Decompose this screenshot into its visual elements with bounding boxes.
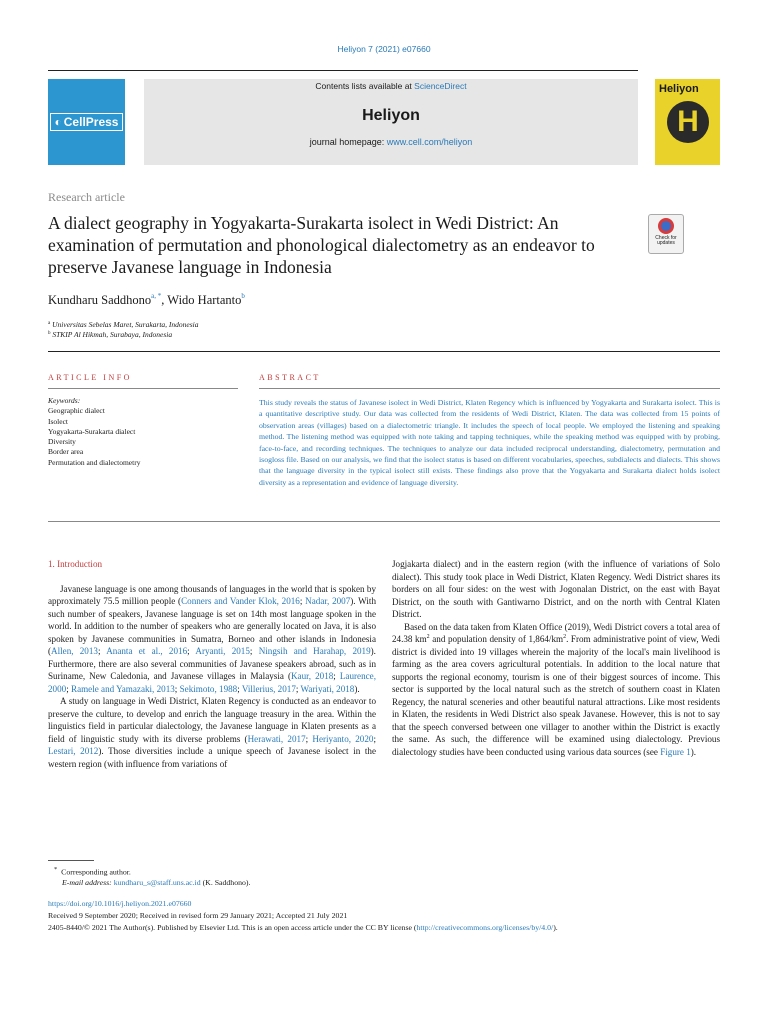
article-type: Research article — [48, 190, 125, 204]
homepage-prefix: journal homepage: — [309, 137, 387, 147]
citation-link[interactable]: Aryanti, 2015 — [195, 646, 250, 656]
homepage-line — [144, 137, 638, 147]
homepage-link[interactable]: www.cell.com/heliyon — [386, 137, 473, 147]
cover-h-logo: H — [667, 101, 709, 143]
citation-link[interactable]: Sekimoto, 1988 — [179, 683, 238, 694]
license-suffix: ). — [553, 923, 558, 932]
p4-text: and population density of 1,864/km — [429, 634, 564, 644]
section-heading-introduction: 1. Introduction — [48, 559, 103, 569]
check-updates-icon — [658, 218, 674, 234]
footnote-email — [62, 878, 250, 887]
article-title: A dialect geography in Yogyakarta-Surakarta isolect in Wedi District: An examination of permutation and phonological dialectometry as an endeavor to preserve Javanese language in Indonesia — [48, 213, 595, 277]
affiliation-a — [48, 320, 198, 329]
license-link[interactable]: http://creativecommons.org/licenses/by/4.0/ — [416, 923, 554, 932]
paragraph-text: ). Those diversities include a unique speech of Javanese isolect in the western region (with influence from variations of — [48, 746, 377, 769]
citation-link[interactable]: Conners and Vander Klok, 2016 — [181, 596, 300, 606]
citation-link[interactable]: Lestari, 2012 — [48, 746, 99, 756]
journal-cover[interactable] — [655, 79, 720, 165]
paragraph-text: ). — [354, 683, 360, 694]
paragraph-text: ; — [174, 683, 180, 694]
abstract-text: This study reveals the status of Javanese isolect in Wedi District, Klaten Regency which is influenced by Yogyakarta and Surakarta isolect. This is a quantitative descriptive study. Our data was collected from the residents of Wedi District, Klaten. The data was collected from 15 points of observation areas (villages) based on a dialectometric triangle. It includes the speech of local people. We employed the listening and speaking method. The listening method was equipped with note taking and tapping techniques, while the speaking method was equipped with by probing, face-to-face, and recording techniques. The techniques to analyze our data included reciprocal understanding, dialectometry, permutation and isogloss file. Based on our analysis, we find that the isolect status is based on different vocabularies, speeches, subdialects and dialects. This shows that the language diversity in the typical isolect still exists. These findings also prove that the Yogyakarta and Surakarta dialect holds isolect diversity as a representation and evidence of language diversity. — [259, 398, 720, 487]
cellpress-logo[interactable] — [48, 79, 125, 165]
paragraph-text: Javanese language is one among thousands of languages in the world that is spoken by approximately 75.5 million people ( — [48, 583, 376, 606]
paragraph-text: ; — [295, 683, 301, 694]
paragraph-text: ; — [66, 683, 71, 694]
check-updates-label: Check for updates — [655, 235, 677, 246]
superscript: 2 — [426, 634, 430, 640]
keyword: Permutation and dialectometry — [48, 457, 141, 467]
contents-prefix: Contents lists available at — [315, 81, 415, 91]
keyword: Border area — [48, 447, 84, 457]
citation-link[interactable]: Heriyanto, 2020 — [312, 733, 374, 744]
email-label: E-mail address: — [62, 878, 114, 887]
paragraph-text: ; — [237, 683, 242, 694]
keywords-box — [48, 396, 238, 468]
paragraph-text: ; — [305, 733, 313, 744]
citation-link[interactable]: Ramele and Yamazaki, 2013 — [71, 683, 175, 694]
footnote-text: Corresponding author. — [61, 867, 131, 877]
intro-paragraph-4 — [392, 621, 720, 759]
keywords-label: Keywords: — [48, 396, 81, 405]
citation-link[interactable]: Ningsih and Harahap, 2019 — [258, 646, 371, 656]
cellpress-text: CellPress — [63, 115, 119, 129]
keyword: Yogyakarta-Surakarta dialect — [48, 426, 136, 436]
doi-link[interactable]: https://doi.org/10.1016/j.heliyon.2021.e07660 — [48, 899, 192, 908]
body-column-left — [48, 558, 376, 770]
check-for-updates-button[interactable] — [648, 214, 684, 254]
author-1[interactable]: Kundharu Saddhono — [48, 293, 152, 307]
journal-banner — [144, 79, 638, 165]
sciencedirect-link[interactable]: ScienceDirect — [414, 81, 467, 91]
author-2[interactable]: Wido Hartanto — [167, 293, 242, 307]
license-prefix: 2405-8440/© 2021 The Author(s). Published by Elsevier Ltd. This is an open access article under the CC BY license ( — [48, 923, 417, 932]
journal-header — [48, 79, 638, 165]
paragraph-text: ; — [97, 646, 107, 656]
author-separator: , — [161, 293, 168, 307]
citation-link[interactable]: Kaur, 2018 — [290, 671, 334, 681]
paragraph-text: A study on language in Wedi District, Klaten Regency is conducted as an endeavor to preserve the culture, to develop and enrich the language treasury in the area. Within the linguistics field in particular dialectology, the Javanese language in Klaten presents as a field of linguistic study with its diverse problems ( — [48, 696, 376, 744]
article-info-heading: ARTICLE INFO — [48, 373, 132, 382]
affil-text: Universitas Sebelas Maret, Surakarta, Indonesia — [52, 320, 199, 329]
paragraph-text: ). With such number of speakers, Javanese language is set on 14th most language spoken in the world. In addition to the number of speakers who are generally located on Java, it is also spoken by Javanese communities in Sumatra, Borneo and other islands in Indonesia ( — [48, 596, 376, 656]
affil-mark: a — [48, 321, 51, 326]
footnote-rule — [48, 860, 94, 861]
paragraph-text: ; — [333, 671, 340, 681]
paragraph-text: ). Furthermore, there are also several communities of Javanese speakers abroad, such as in Suriname, New Caledonia, and Javanese villages in Malaysia ( — [48, 646, 376, 681]
affil-text: STKIP Al Hikmah, Surabaya, Indonesia — [52, 330, 173, 339]
journal-reference[interactable]: Heliyon 7 (2021) e07660 — [337, 44, 431, 54]
article-info-rule — [48, 388, 238, 389]
citation-link[interactable]: Ananta et al., 2016 — [106, 646, 188, 656]
email-suffix: (K. Saddhono). — [200, 878, 251, 887]
superscript: 2 — [563, 634, 567, 640]
header-divider — [48, 351, 720, 352]
contents-line — [144, 81, 638, 91]
cover-title: Heliyon — [659, 83, 699, 95]
intro-paragraph-1 — [48, 583, 376, 696]
abstract-rule — [259, 388, 720, 389]
author-2-affil-mark[interactable]: b — [241, 292, 245, 300]
body-column-right — [392, 558, 720, 758]
p4-text: Based on the data taken from Klaten Office (2019), Wedi District covers a total area of 24.38 km — [392, 621, 720, 644]
p4-text: . From administrative point of view, Wedi district is divided into 19 villages wherein the majority of the local's main livelihood is farming as the area covers agricultural potentials. In addition to the local nature that supports the regional economy, tourism is one of their biggest sources of income. This sector is supported by the local natural such as the stretch of southern coast in Klaten Regency, the natural sceneries and other beautiful natural attractions. Like most residents in Klaten, the residents in Wedi District also speak Javanese. However, this is not to say that the speech conversed between one villager to another within the District is exactly the same. As such, the difference will be examined using dialectology. Previous dialectology studies have been conducted using various data sources (see — [392, 634, 720, 757]
citation-link[interactable]: Nadar, 2007 — [305, 596, 351, 606]
citation-link[interactable]: Allen, 2013 — [51, 646, 98, 656]
author-1-affil-mark[interactable]: a, * — [151, 292, 162, 300]
p4-text: ). — [690, 746, 697, 757]
paragraph-text: ; — [249, 646, 259, 656]
footnote-corresponding — [54, 866, 131, 877]
keyword: Isolect — [48, 416, 68, 426]
author-list — [48, 292, 245, 308]
affiliation-b — [48, 330, 172, 339]
citation-link[interactable]: Villerius, 2017 — [241, 683, 296, 694]
cellpress-c-icon: ◐ — [54, 115, 62, 129]
citation-link[interactable]: Wariyati, 2018 — [300, 683, 355, 694]
footnote-mark: * — [54, 866, 58, 873]
citation-link[interactable]: Laurence, 2000 — [48, 671, 376, 694]
intro-paragraph-2 — [48, 695, 376, 770]
received-dates: Received 9 September 2020; Received in revised form 29 January 2021; Accepted 21 July 2021 — [48, 911, 348, 920]
paragraph-text: ; — [373, 733, 376, 744]
license-line — [48, 923, 558, 932]
affil-mark: b — [48, 331, 51, 336]
abstract-heading: ABSTRACT — [259, 373, 321, 382]
cellpress-badge — [50, 113, 124, 131]
abstract-bottom-rule — [48, 521, 720, 522]
journal-name: Heliyon — [362, 107, 420, 124]
intro-paragraph-3: Jogjakarta dialect) and in the eastern region (with the influence of variations of Solo dialect). This study took place in Wedi District, Klaten Regency. Wedi District shares its borders on all four sides: on the west with Jogonalan District, on the east with Bayat District, on the south with Gantiwarno District, and on the north with Central Klaten District. — [392, 559, 720, 619]
figure-1-link[interactable]: Figure 1 — [660, 746, 691, 757]
email-link[interactable]: kundharu_s@staff.uns.ac.id — [113, 878, 201, 887]
paragraph-text: ; — [299, 596, 306, 606]
keyword: Geographic dialect — [48, 406, 105, 416]
citation-link[interactable]: Herawati, 2017 — [247, 733, 306, 744]
top-rule — [48, 70, 638, 71]
keyword: Diversity — [48, 437, 76, 447]
paragraph-text: ; — [187, 646, 196, 656]
